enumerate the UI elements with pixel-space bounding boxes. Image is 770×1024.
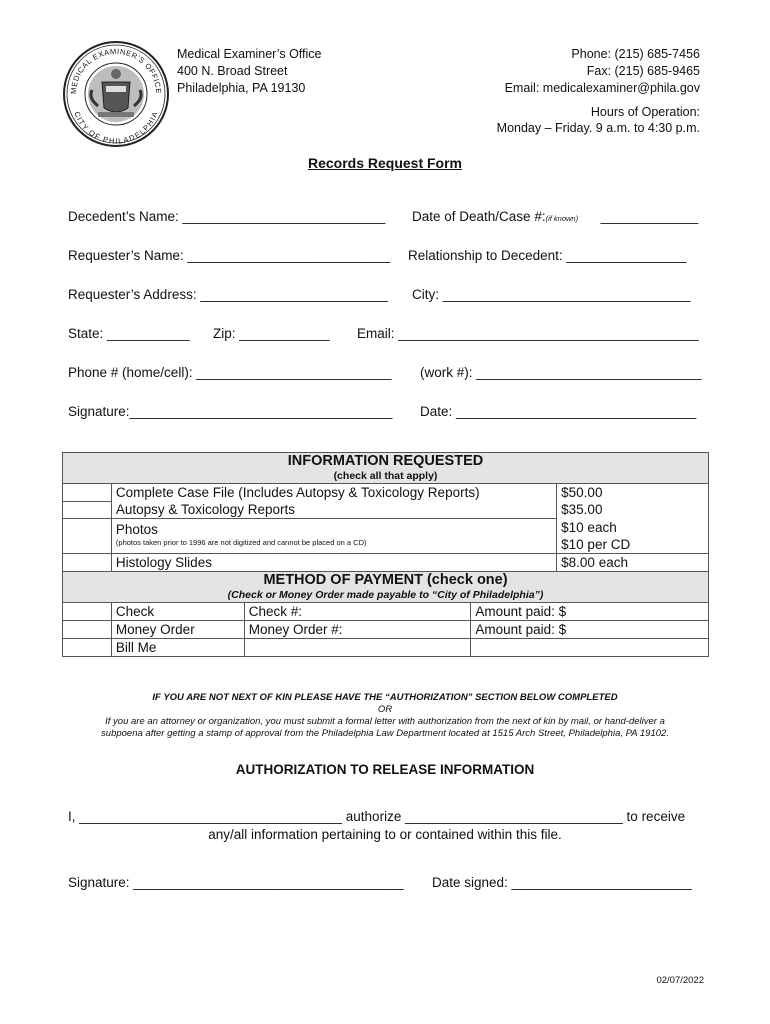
office-street: 400 N. Broad Street — [177, 64, 288, 78]
hours-label: Hours of Operation: — [590, 105, 700, 119]
requester-address-field[interactable]: Requester’s Address: _________________________ — [68, 287, 389, 302]
authorization-scope: any/all information pertaining to or contained within this file. — [208, 827, 562, 842]
money-order-number-field[interactable]: Money Order #: — [244, 620, 471, 638]
notice-line-4: subpoena after getting a stamp of approval from the Philadelphia Law Department located at 1515 Arch Street, Philadelphia, PA 19102. — [101, 728, 669, 739]
price-autopsy: $35.00 — [557, 501, 709, 519]
date-of-death-label: Date of Death/Case #: — [412, 209, 546, 224]
office-email: Email: medicalexaminer@phila.gov — [504, 81, 700, 95]
item-case-file: Complete Case File (Includes Autopsy & Toxicology Reports) — [111, 484, 556, 502]
notice-line-1: IF YOU ARE NOT NEXT OF KIN PLEASE HAVE THE “AUTHORIZATION” SECTION BELOW COMPLETED — [152, 692, 618, 703]
date-of-death-line: _____________ — [600, 209, 699, 224]
hours-value: Monday – Friday. 9 a.m. to 4:30 p.m. — [496, 121, 700, 135]
office-hours — [497, 104, 700, 136]
price-photos-cd: $10 per CD — [561, 536, 631, 552]
authorization-date-field[interactable]: Date signed: ________________________ — [432, 875, 692, 890]
payment-method-bill-me: Bill Me — [111, 638, 244, 656]
checkbox-money-order[interactable] — [63, 620, 112, 638]
relationship-field[interactable]: Relationship to Decedent: ________________ — [408, 248, 687, 263]
notice-line-3: If you are an attorney or organization, you must submit a formal letter with authorization from the next of kin by mail, or hand-deliver a — [105, 716, 665, 727]
info-requested-heading: INFORMATION REQUESTED — [287, 453, 484, 469]
office-phone: Phone: (215) 685-7456 — [571, 47, 700, 61]
price-histology: $8.00 each — [557, 553, 709, 571]
phone-work-field[interactable]: (work #): ______________________________ — [420, 365, 702, 380]
form-revision-date: 02/07/2022 — [656, 975, 704, 986]
item-autopsy: Autopsy & Toxicology Reports — [111, 501, 556, 519]
payment-heading: METHOD OF PAYMENT (check one) — [263, 571, 508, 588]
authorization-heading: AUTHORIZATION TO RELEASE INFORMATION — [235, 762, 535, 777]
records-request-table — [62, 452, 709, 657]
payment-method-check: Check — [111, 602, 244, 620]
office-address — [177, 46, 322, 97]
office-fax: Fax: (215) 685-9465 — [586, 64, 700, 78]
price-photos — [557, 519, 709, 554]
email-field[interactable]: Email: ________________________________________ — [357, 326, 699, 341]
checkbox-case-file[interactable] — [63, 484, 112, 502]
item-photos-label: Photos — [115, 522, 158, 537]
authorization-signature-field[interactable]: Signature: ____________________________________ — [68, 875, 404, 890]
item-photos — [111, 519, 556, 554]
if-known-note: (if known) — [545, 214, 579, 223]
city-seal-logo — [62, 40, 170, 148]
state-field[interactable]: State: ___________ — [68, 326, 190, 341]
city-field[interactable]: City: _________________________________ — [412, 287, 691, 302]
decedent-name-field[interactable]: Decedent’s Name: ___________________________ — [68, 209, 386, 224]
next-of-kin-notice — [0, 692, 770, 740]
payment-method-money-order: Money Order — [111, 620, 244, 638]
checkbox-histology[interactable] — [63, 553, 112, 571]
signature-field[interactable]: Signature:___________________________________ — [68, 404, 393, 419]
item-photos-note: (photos taken prior to 1996 are not digitized and cannot be placed on a CD) — [115, 538, 367, 547]
notice-line-2: OR — [377, 704, 393, 715]
svg-text:CITY OF PHILADELPHIA: CITY OF PHILADELPHIA — [72, 110, 160, 146]
svg-text:MEDICAL EXAMINER'S OFFICE: MEDICAL EXAMINER'S OFFICE — [68, 46, 164, 95]
date-of-death-field[interactable] — [412, 209, 698, 224]
payment-subheading: (Check or Money Order made payable to “City of Philadelphia”) — [227, 588, 544, 601]
zip-field[interactable]: Zip: ____________ — [213, 326, 330, 341]
check-amount-field[interactable]: Amount paid: $ — [471, 602, 709, 620]
requester-name-field[interactable]: Requester’s Name: ___________________________ — [68, 248, 391, 263]
price-case-file: $50.00 — [557, 484, 709, 502]
price-photos-each: $10 each — [561, 519, 617, 535]
checkbox-autopsy[interactable] — [63, 501, 112, 519]
check-number-field[interactable]: Check #: — [244, 602, 471, 620]
checkbox-check[interactable] — [63, 602, 112, 620]
office-city: Philadelphia, PA 19130 — [177, 81, 306, 95]
office-name: Medical Examiner’s Office — [177, 47, 322, 61]
item-histology: Histology Slides — [111, 553, 556, 571]
office-contact — [505, 46, 700, 97]
checkbox-bill-me[interactable] — [63, 638, 112, 656]
info-requested-header — [63, 453, 709, 484]
form-title: Records Request Form — [307, 155, 463, 171]
checkbox-photos[interactable] — [63, 519, 112, 554]
date-field[interactable]: Date: ________________________________ — [420, 404, 697, 419]
phone-home-field[interactable]: Phone # (home/cell): __________________________ — [68, 365, 392, 380]
bill-me-blank — [244, 638, 471, 656]
info-requested-subheading: (check all that apply) — [333, 470, 438, 482]
payment-header — [63, 571, 709, 602]
money-order-amount-field[interactable]: Amount paid: $ — [471, 620, 709, 638]
bill-me-amount-blank — [471, 638, 709, 656]
authorization-line[interactable]: I, ___________________________________ authorize _____________________________ to receive — [68, 809, 686, 824]
